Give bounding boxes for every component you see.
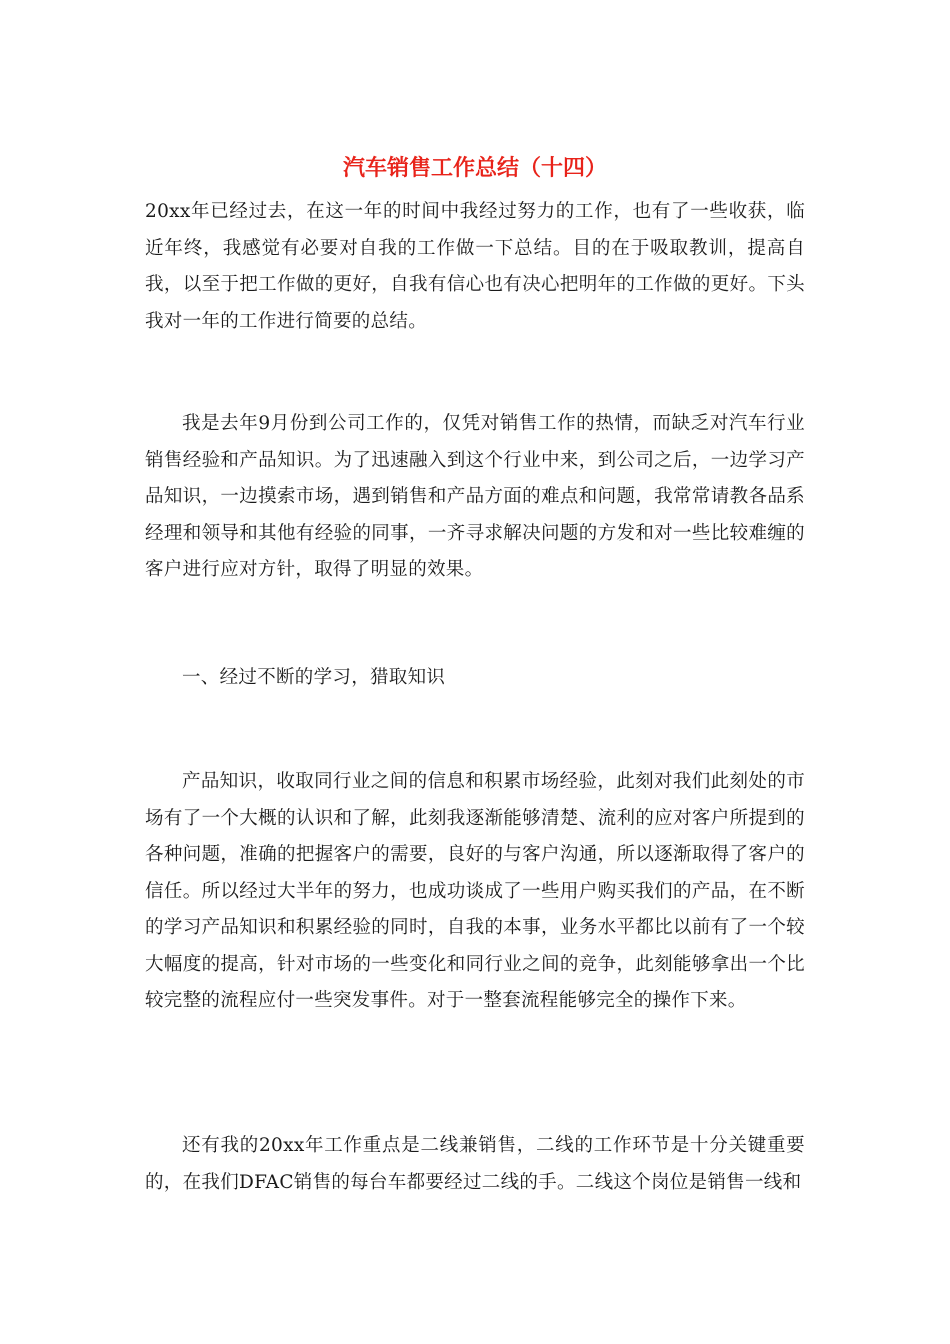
document-title: 汽车销售工作总结（十四） [342,155,607,181]
paragraph-product-knowledge: 产品知识，收取同行业之间的信息和积累市场经验，此刻对我们此刻处的市场有了一个大概的认识和了解，此刻我逐渐能够清楚、流利的应对客户所提到的各种问题，准确的把握客户的需要，良好的与客户沟通，所以逐渐取得了客户的信任。所以经过大半年的努力，也成功谈成了一些用户购买我们的产品，在不断的学习产品知识和积累经验的同时，自我的本事，业务水平都比以前有了一个较大幅度的提高，针对市场的一些变化和同行业之间的竞争，此刻能够拿出一个比较完整的流程应付一些突发事件。对于一整套流程能够完全的操作下来。 [145,771,805,1011]
paragraph-intro: 20xx年已经过去，在这一年的时间中我经过努力的工作，也有了一些收获，临近年终，我感觉有必要对自我的工作做一下总结。目的在于吸取教训，提高自我，以至于把工作做的更好，自我有信心也有决心把明年的工作做的更好。下头我对一年的工作进行简要的总结。 [145,201,805,332]
paragraph-work-focus: 还有我的20xx年工作重点是二线兼销售，二线的工作环节是十分关键重要的，在我们DFAC销售的每台车都要经过二线的手。二线这个岗位是销售一线和 [145,1135,805,1193]
section-heading-learning: 一、经过不断的学习，猎取知识 [182,667,446,688]
paragraph-background: 我是去年9月份到公司工作的，仅凭对销售工作的热情，而缺乏对汽车行业销售经验和产品知识。为了迅速融入到这个行业中来，到公司之后，一边学习产品知识，一边摸索市场，遇到销售和产品方面的难点和问题，我常常请教各品系经理和领导和其他有经验的同事，一齐寻求解决问题的方发和对一些比较难缠的客户进行应对方针，取得了明显的效果。 [145,413,805,580]
